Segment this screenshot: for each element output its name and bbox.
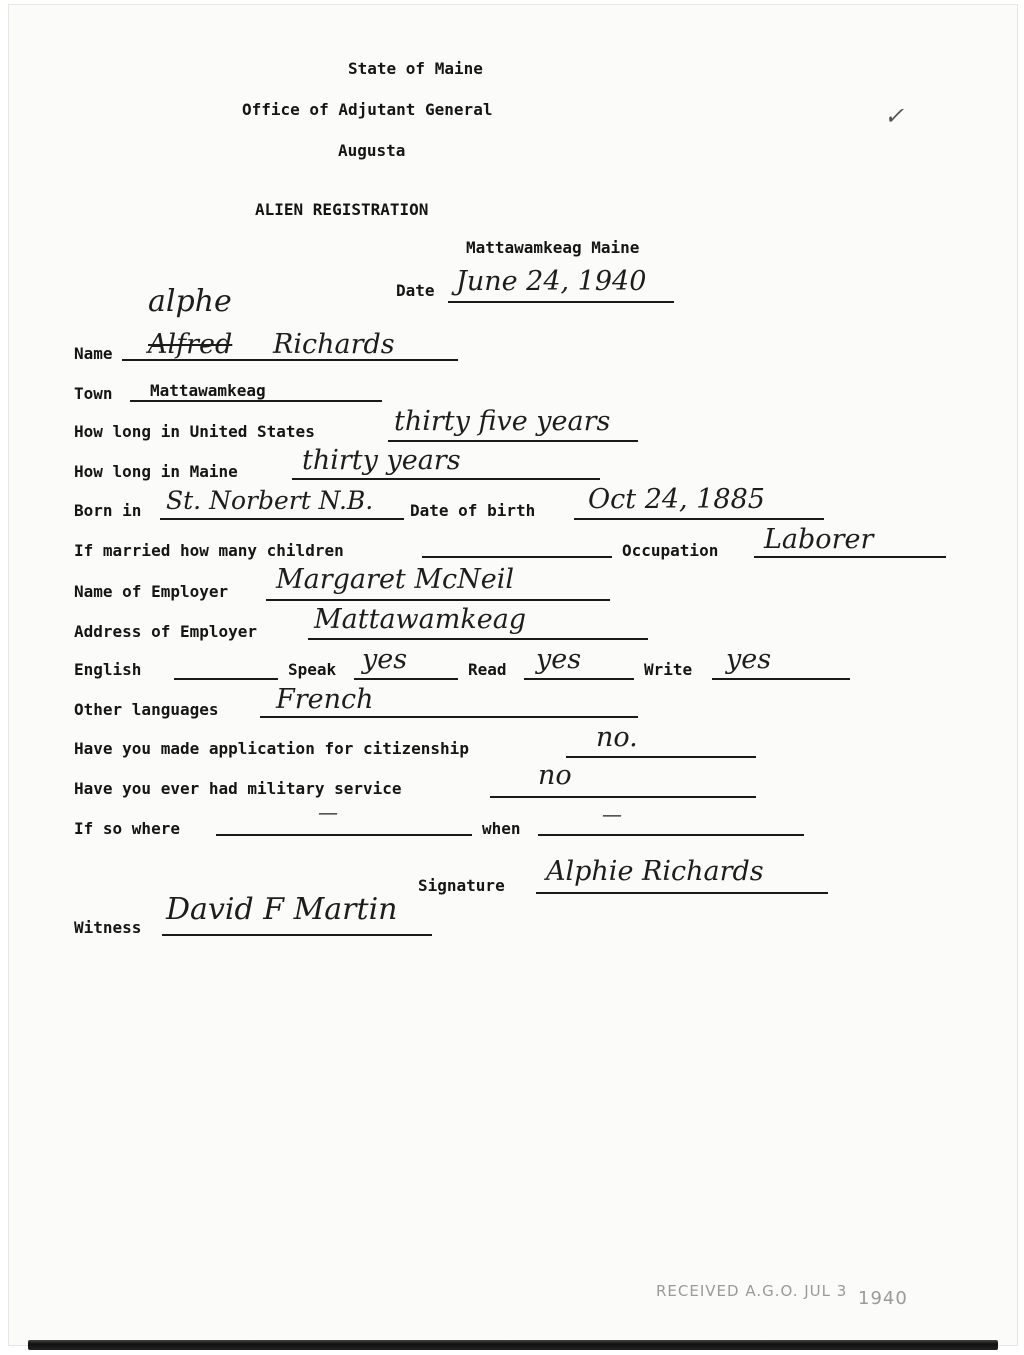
employer-address-label: Address of Employer [74,622,258,641]
witness-line [162,934,432,936]
employer-address-value: Mattawamkeag [314,604,527,635]
employer-label: Name of Employer [74,582,229,601]
occupation-label: Occupation [622,541,719,560]
place-line: Mattawamkeag Maine [466,238,640,257]
witness-label: Witness [74,918,142,937]
military-value: no [538,760,572,791]
signature-line [536,892,828,894]
header-state: State of Maine [348,59,483,78]
read-line [524,678,634,680]
speak-line [354,678,458,680]
citizenship-value: no. [596,722,638,753]
military-line [490,796,756,798]
speak-label: Speak [288,660,337,679]
military-label: Have you ever had military service [74,779,402,798]
other-languages-line [260,716,638,718]
town-value: Mattawamkeag [150,381,266,400]
other-languages-label: Other languages [74,700,219,719]
when-line [538,834,804,836]
speak-value: yes [362,644,408,675]
employer-value: Margaret McNeil [276,564,514,595]
when-value: — [602,802,622,826]
where-label: If so where [74,819,180,838]
children-label: If married how many children [74,541,344,560]
signature-value: Alphie Richards [546,856,764,887]
english-label: English [74,660,142,679]
date-line [448,301,674,303]
signature-label: Signature [418,876,505,895]
maine-time-label: How long in Maine [74,462,238,481]
witness-value: David F Martin [166,892,398,927]
received-stamp: RECEIVED A.G.O. JUL 3 [656,1282,848,1300]
employer-address-line [308,638,648,640]
name-label: Name [74,344,113,363]
name-correction: alphe [148,284,232,319]
read-value: yes [536,644,582,675]
name-surname: Richards [273,329,395,360]
us-time-line [388,440,638,442]
born-in-value: St. Norbert N.B. [166,486,374,515]
write-line [712,678,850,680]
dob-line [574,518,824,520]
date-value: June 24, 1940 [456,266,647,297]
children-line [422,556,612,558]
citizenship-label: Have you made application for citizenship [74,739,469,758]
citizenship-line [566,756,756,758]
when-label: when [482,819,521,838]
header-city: Augusta [338,141,406,160]
maine-time-line [292,478,600,480]
date-label: Date [396,281,435,300]
other-languages-value: French [276,684,374,715]
dob-value: Oct 24, 1885 [588,484,765,515]
read-label: Read [468,660,507,679]
employer-line [266,599,610,601]
form-title: ALIEN REGISTRATION [255,200,429,219]
occupation-line [754,556,946,558]
english-line [174,678,278,680]
write-value: yes [726,644,772,675]
born-in-label: Born in [74,501,142,520]
us-time-value: thirty five years [394,406,611,437]
occupation-value: Laborer [764,524,874,555]
where-value: — [318,800,338,824]
form-page [8,4,1018,1346]
name-struck: Alfred [148,329,233,360]
dob-label: Date of birth [410,501,536,520]
page-bottom-edge [28,1340,998,1350]
received-stamp-year: 1940 [858,1288,908,1309]
write-label: Write [644,660,693,679]
us-time-label: How long in United States [74,422,315,441]
town-line [130,400,382,402]
where-line [216,834,472,836]
check-mark: ✓ [884,102,905,130]
town-label: Town [74,384,113,403]
born-in-line [160,518,404,520]
maine-time-value: thirty years [302,445,461,476]
header-office: Office of Adjutant General [242,100,493,119]
